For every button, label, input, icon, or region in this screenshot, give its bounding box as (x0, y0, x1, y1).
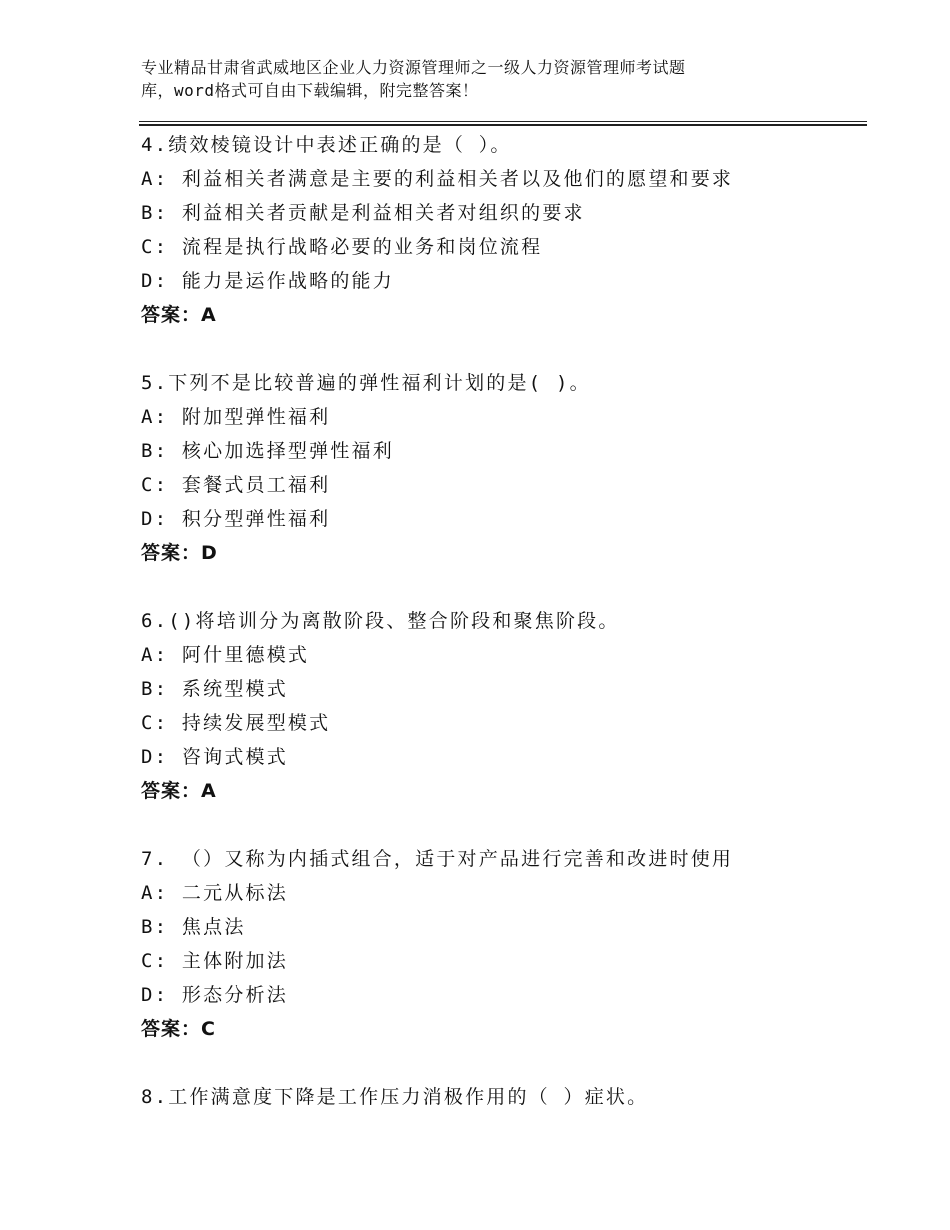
question-block (141, 128, 881, 332)
option-c: C: 套餐式员工福利 (141, 474, 331, 496)
question-stem: 6.()将培训分为离散阶段、整合阶段和聚焦阶段。 (141, 610, 620, 632)
option-c: C: 持续发展型模式 (141, 712, 331, 734)
header-line-2: 库，word格式可自由下载编辑，附完整答案！ (141, 81, 479, 100)
option-b: B: 系统型模式 (141, 678, 288, 700)
question-block (141, 1080, 881, 1114)
question-spacer (141, 570, 881, 604)
question-stem: 4.绩效棱镜设计中表述正确的是（ ）。 (141, 134, 512, 156)
option-d: D: 积分型弹性福利 (141, 508, 331, 530)
question-spacer (141, 1046, 881, 1080)
option-a: A: 利益相关者满意是主要的利益相关者以及他们的愿望和要求 (141, 168, 734, 190)
question-stem: 5.下列不是比较普遍的弹性福利计划的是( )。 (141, 372, 591, 394)
answer-label: 答案：C (141, 1018, 216, 1040)
option-c: C: 流程是执行战略必要的业务和岗位流程 (141, 236, 543, 258)
question-stem: 7. （）又称为内插式组合，适于对产品进行完善和改进时使用 (141, 848, 734, 870)
document-header (141, 56, 781, 102)
answer-label: 答案：A (141, 780, 217, 802)
option-d: D: 能力是运作战略的能力 (141, 270, 394, 292)
option-d: D: 咨询式模式 (141, 746, 288, 768)
option-b: B: 核心加选择型弹性福利 (141, 440, 394, 462)
option-a: A: 附加型弹性福利 (141, 406, 331, 428)
question-spacer (141, 332, 881, 366)
question-spacer (141, 808, 881, 842)
question-block (141, 842, 881, 1046)
question-stem: 8.工作满意度下降是工作压力消极作用的（ ）症状。 (141, 1086, 649, 1108)
header-line-1: 专业精品甘肃省武威地区企业人力资源管理师之一级人力资源管理师考试题 (141, 58, 686, 77)
option-a: A: 二元从标法 (141, 882, 288, 904)
option-d: D: 形态分析法 (141, 984, 288, 1006)
question-list (141, 128, 881, 1114)
option-c: C: 主体附加法 (141, 950, 288, 972)
question-block (141, 366, 881, 570)
header-rule-thin (139, 121, 867, 122)
option-b: B: 利益相关者贡献是利益相关者对组织的要求 (141, 202, 585, 224)
option-b: B: 焦点法 (141, 916, 246, 938)
question-block (141, 604, 881, 808)
answer-label: 答案：A (141, 304, 217, 326)
header-rule-thick (139, 124, 867, 126)
option-a: A: 阿什里德模式 (141, 644, 310, 666)
answer-label: 答案：D (141, 542, 218, 564)
